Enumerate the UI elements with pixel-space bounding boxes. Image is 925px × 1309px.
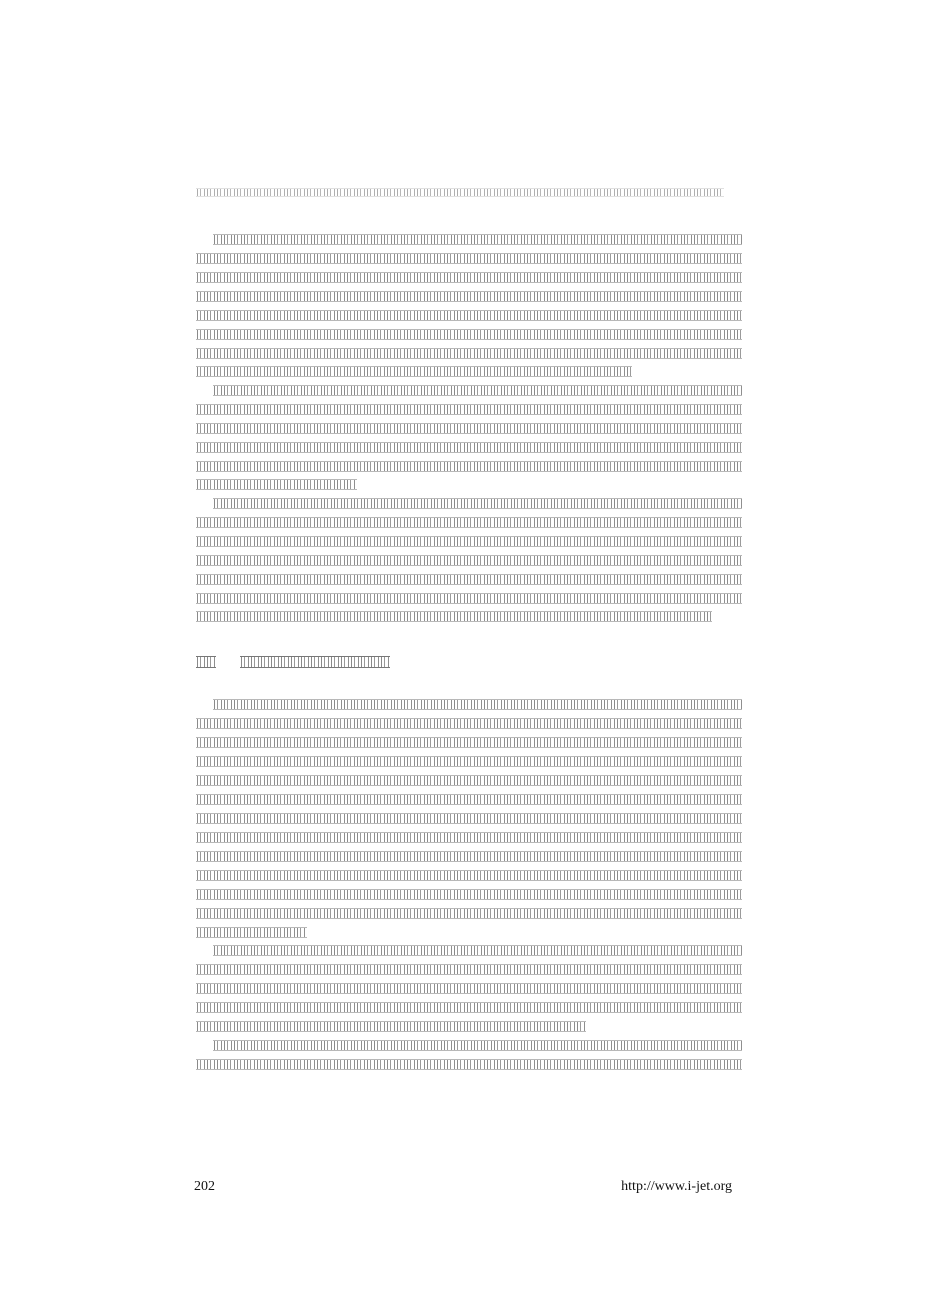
illegible-text-line [196,404,742,415]
illegible-text-line [196,737,742,748]
illegible-text-line [196,348,742,359]
illegible-text-line [196,461,742,472]
illegible-text-line [196,291,742,302]
illegible-text-line [196,908,742,919]
illegible-text-line [196,756,742,767]
illegible-text-line [196,272,742,283]
illegible-text-line [196,927,307,938]
page-number: 202 [194,1179,215,1194]
illegible-text-line [196,813,742,824]
illegible-text-line [213,498,742,509]
illegible-text-line [196,870,742,881]
illegible-text-line [196,517,742,528]
illegible-text-line [213,385,742,396]
illegible-text-line [196,1059,742,1070]
illegible-text-line [196,310,742,321]
illegible-text-line [213,234,742,245]
illegible-text-line [196,366,632,377]
running-header-line [196,188,724,197]
illegible-text-line [196,832,742,843]
illegible-text-line [196,253,742,264]
illegible-text-line [196,442,742,453]
illegible-text-line [196,983,742,994]
illegible-text-line [213,945,742,956]
journal-url: http://www.i-jet.org [621,1179,732,1194]
illegible-text-line [196,851,742,862]
illegible-text-line [196,889,742,900]
section-number [196,656,216,668]
illegible-text-line [196,775,742,786]
illegible-text-line [196,536,742,547]
illegible-text-line [213,1040,742,1051]
illegible-text-line [196,1002,742,1013]
illegible-text-line [196,555,742,566]
illegible-text-line [196,593,742,604]
section-title [240,656,390,668]
illegible-text-line [196,964,742,975]
illegible-text-line [196,479,357,490]
illegible-text-line [196,611,712,622]
illegible-text-line [196,423,742,434]
illegible-text-line [196,574,742,585]
illegible-text-line [196,718,742,729]
illegible-text-line [213,699,742,710]
illegible-text-line [196,1021,586,1032]
illegible-text-line [196,329,742,340]
illegible-text-line [196,794,742,805]
